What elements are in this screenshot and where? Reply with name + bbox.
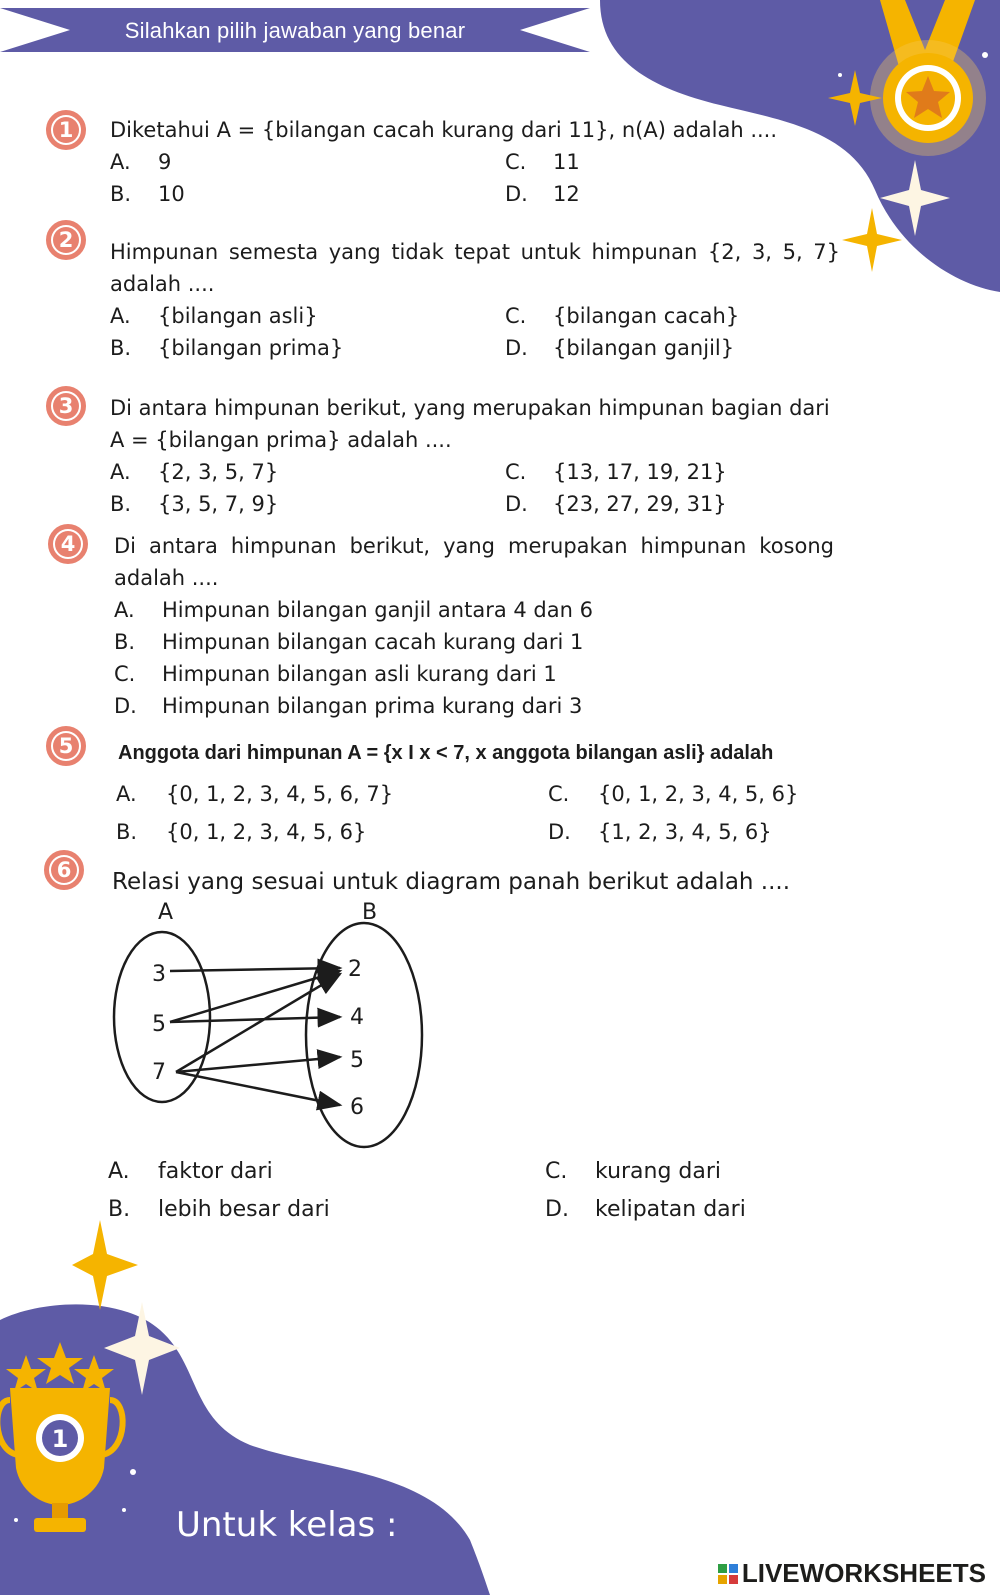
- set-a-element: 5: [152, 1012, 166, 1037]
- question-number-badge: 3: [46, 386, 86, 426]
- set-b-element: 6: [350, 1095, 364, 1120]
- question-6-text: Relasi yang sesuai untuk diagram panah berikut adalah ....: [112, 869, 791, 895]
- relation-arrow: [170, 971, 340, 1022]
- question-number-badge: 1: [46, 110, 86, 150]
- option-6a[interactable]: A. faktor dari: [108, 1159, 273, 1184]
- option-5c[interactable]: C. {0, 1, 2, 3, 4, 5, 6}: [548, 782, 799, 806]
- question-1-text: Diketahui A = {bilangan cacah kurang dari 11}, n(A) adalah ....: [110, 118, 778, 142]
- question-number-badge: 6: [44, 850, 84, 890]
- liveworksheets-brand[interactable]: [718, 1558, 986, 1589]
- question-5-text: Anggota dari himpunan A = {x I x < 7, x anggota bilangan asli} adalah: [118, 742, 774, 764]
- option-4a[interactable]: A. Himpunan bilangan ganjil antara 4 dan 6: [114, 598, 593, 622]
- option-1d[interactable]: D. 12: [505, 182, 580, 206]
- set-b-element: 5: [350, 1048, 364, 1073]
- medal-icon: [870, 40, 986, 156]
- set-b-element: 4: [350, 1005, 364, 1030]
- option-5a[interactable]: A. {0, 1, 2, 3, 4, 5, 6, 7}: [116, 782, 394, 806]
- option-6b[interactable]: B. lebih besar dari: [108, 1197, 330, 1222]
- footer-class-label: Untuk kelas :: [176, 1505, 398, 1545]
- option-2a[interactable]: A. {bilangan asli}: [110, 304, 318, 328]
- option-2d[interactable]: D. {bilangan ganjil}: [505, 336, 735, 360]
- trophy-number: 1: [51, 1425, 69, 1453]
- option-4b[interactable]: B. Himpunan bilangan cacah kurang dari 1: [114, 630, 584, 654]
- question-3-text: Di antara himpunan berikut, yang merupakan himpunan bagian dari A = {bilangan prima} adalah ....: [110, 396, 830, 452]
- option-3b[interactable]: B. {3, 5, 7, 9}: [110, 492, 279, 516]
- option-1c[interactable]: C. 11: [505, 150, 580, 174]
- option-2b[interactable]: B. {bilangan prima}: [110, 336, 344, 360]
- relation-arrow: [176, 1072, 340, 1105]
- option-2c[interactable]: C. {bilangan cacah}: [505, 304, 740, 328]
- set-b-element: 2: [348, 957, 362, 982]
- arrow-diagram: [100, 895, 460, 1170]
- set-b-ellipse: [306, 923, 422, 1147]
- option-1b[interactable]: B. 10: [110, 182, 185, 206]
- sparkle-icon: [72, 1220, 138, 1310]
- option-6c[interactable]: C. kurang dari: [545, 1159, 722, 1184]
- relation-arrow: [176, 974, 340, 1072]
- set-b-label: B: [362, 900, 378, 925]
- set-a-element: 3: [152, 962, 166, 987]
- option-3d[interactable]: D. {23, 27, 29, 31}: [505, 492, 727, 516]
- question-2-text: Himpunan semesta yang tidak tepat untuk himpunan {2, 3, 5, 7} adalah ....: [110, 240, 840, 296]
- question-number-badge: 5: [46, 726, 86, 766]
- option-1a[interactable]: A. 9: [110, 150, 172, 174]
- option-5d[interactable]: D. {1, 2, 3, 4, 5, 6}: [548, 820, 772, 844]
- instruction-banner: Silahkan pilih jawaban yang benar: [124, 18, 466, 43]
- option-6d[interactable]: D. kelipatan dari: [545, 1197, 746, 1222]
- option-4c[interactable]: C. Himpunan bilangan asli kurang dari 1: [114, 662, 557, 686]
- option-4d[interactable]: D. Himpunan bilangan prima kurang dari 3: [114, 694, 583, 718]
- set-a-label: A: [158, 900, 174, 925]
- question-4-text: Di antara himpunan berikut, yang merupakan himpunan kosong adalah ....: [114, 534, 834, 590]
- brand-name: LIVEWORKSHEETS: [741, 1558, 986, 1588]
- liveworksheets-logo-icon: [718, 1564, 738, 1584]
- question-number-badge: 4: [48, 524, 88, 564]
- relation-arrow: [170, 1017, 340, 1022]
- option-3c[interactable]: C. {13, 17, 19, 21}: [505, 460, 727, 484]
- relation-arrow: [170, 968, 340, 971]
- option-5b[interactable]: B. {0, 1, 2, 3, 4, 5, 6}: [116, 820, 367, 844]
- set-a-element: 7: [152, 1060, 166, 1085]
- question-number-badge: 2: [46, 220, 86, 260]
- option-3a[interactable]: A. {2, 3, 5, 7}: [110, 460, 279, 484]
